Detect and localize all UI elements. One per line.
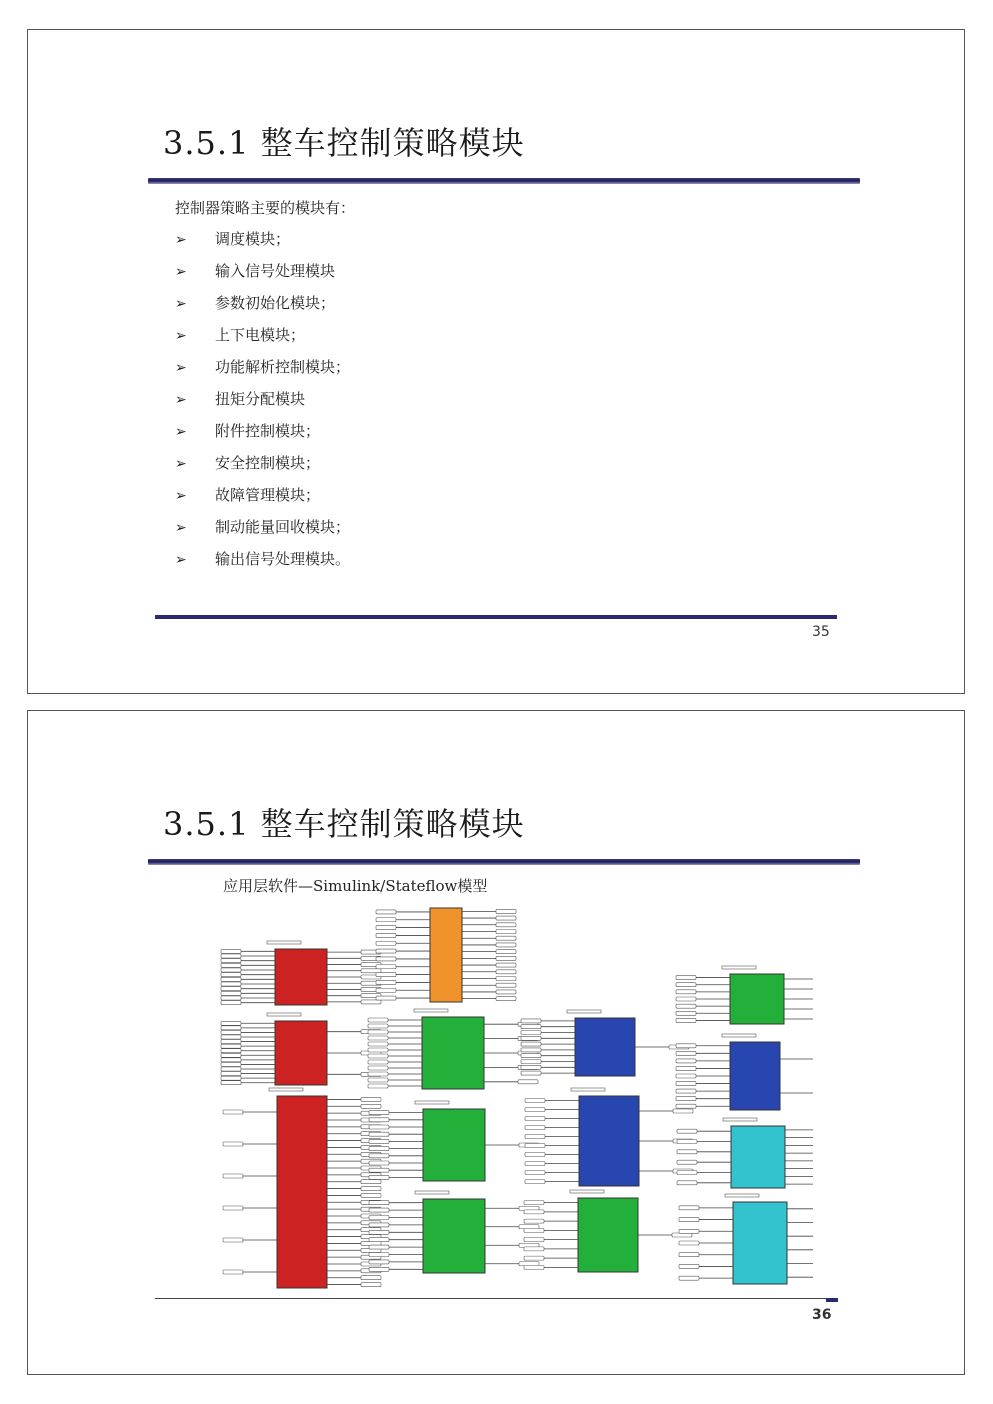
orange-block-output-port-tag	[496, 943, 516, 947]
cyan-block-2-input-port-tag	[679, 1253, 699, 1257]
green-block-2-input-port-tag	[369, 1175, 389, 1179]
red-block-2-input-port-tag	[221, 1058, 241, 1062]
cyan-block-2	[733, 1202, 787, 1284]
orange-block-output-port-tag	[496, 923, 516, 927]
orange-block-output-port-tag	[496, 909, 516, 913]
cyan-block-2-input-port-tag	[679, 1229, 699, 1233]
blue-block-2-input-port-tag	[525, 1171, 545, 1175]
list-item-text: 输入信号处理模块	[215, 262, 336, 280]
arrow-bullet-icon: ➢	[175, 296, 187, 312]
blue-block-3-input-port-tag	[676, 1097, 696, 1101]
green-block-4-input-port-tag	[524, 1256, 544, 1260]
blue-block-3-input-port-tag	[676, 1074, 696, 1078]
list-item	[175, 358, 350, 390]
footer-divider	[155, 1298, 835, 1299]
red-block-2-input-port-tag	[221, 1067, 241, 1071]
green-block-3-input-port-tag	[369, 1238, 389, 1242]
arrow-bullet-icon: ➢	[175, 360, 187, 376]
blue-block-2-input-port-tag	[525, 1144, 545, 1148]
green-block-1-input-port-tag	[368, 1084, 388, 1088]
blue-block-3-input-port-tag	[676, 1044, 696, 1048]
red-block-2-input-port-tag	[221, 1040, 241, 1044]
orange-block-output-port-tag	[496, 990, 516, 994]
green-block-1-input-port-tag	[368, 1048, 388, 1052]
page-number: 35	[812, 624, 830, 640]
green-block-3	[423, 1199, 485, 1273]
arrow-bullet-icon: ➢	[175, 328, 187, 344]
green-block-5-input-port-tag	[676, 990, 696, 994]
green-block-3-input-port-tag	[369, 1260, 389, 1264]
module-list	[175, 230, 350, 582]
blue-block-1	[575, 1018, 635, 1076]
arrow-bullet-icon: ➢	[175, 552, 187, 568]
red-block-1-output-port-tag	[361, 1000, 381, 1004]
slide-subtitle: 应用层软件—Simulink/Stateflow模型	[223, 877, 488, 895]
arrow-bullet-icon: ➢	[175, 392, 187, 408]
red-block-1-input-port-tag	[221, 954, 241, 958]
red-block-2-name-tag	[267, 1013, 301, 1016]
list-item	[175, 422, 350, 454]
cyan-block-1-input-port-tag	[677, 1150, 697, 1154]
red-block-3-name-tag	[269, 1088, 303, 1091]
blue-block-2-input-port-tag	[525, 1117, 545, 1121]
list-item	[175, 550, 350, 582]
green-block-3-input-port-tag	[369, 1216, 389, 1220]
orange-block-input-port-tag	[376, 965, 396, 969]
list-item-text: 故障管理模块；	[215, 486, 321, 504]
blue-block-2-name-tag	[571, 1088, 605, 1091]
green-block-2	[423, 1109, 485, 1181]
red-block-2-input-port-tag	[221, 1035, 241, 1039]
cyan-block-2-input-port-tag	[679, 1264, 699, 1268]
arrow-bullet-icon: ➢	[175, 424, 187, 440]
red-block-3-input-port-tag	[223, 1142, 243, 1146]
orange-block-output-port-tag	[496, 950, 516, 954]
footer-divider	[155, 615, 837, 619]
red-block-2-input-port-tag	[221, 1026, 241, 1030]
green-block-2-input-port-tag	[369, 1118, 389, 1122]
green-block-2-input-port-tag	[369, 1161, 389, 1165]
slide-title: 3.5.1 整车控制策略模块	[163, 805, 525, 843]
orange-block-input-port-tag	[376, 933, 396, 937]
cyan-block-2-input-port-tag	[679, 1206, 699, 1210]
blue-block-3-input-port-tag	[676, 1051, 696, 1055]
green-block-4-input-port-tag	[524, 1238, 544, 1242]
page-number: 36	[812, 1307, 832, 1323]
green-block-1-input-port-tag	[368, 1036, 388, 1040]
red-block-3-output-port-tag	[361, 1187, 381, 1191]
cyan-block-1-input-port-tag	[677, 1140, 697, 1144]
red-block-1-output-port-tag	[361, 969, 381, 973]
red-block-3-input-port-tag	[223, 1238, 243, 1242]
green-block-2-input-port-tag	[369, 1154, 389, 1158]
green-block-2-input-port-tag	[369, 1125, 389, 1129]
orange-block-output-port-tag	[496, 970, 516, 974]
slide-36	[27, 710, 965, 1375]
red-block-1-input-port-tag	[221, 991, 241, 995]
blue-block-1-input-port-tag	[521, 1042, 541, 1046]
cyan-block-1-input-port-tag	[677, 1160, 697, 1164]
blue-block-3-input-port-tag	[676, 1089, 696, 1093]
list-item-text: 功能解析控制模块；	[215, 358, 351, 376]
cyan-block-1	[731, 1126, 785, 1188]
orange-block-input-port-tag	[376, 957, 396, 961]
cyan-block-1-input-port-tag	[677, 1171, 697, 1175]
red-block-2-input-port-tag	[221, 1053, 241, 1057]
orange-block-input-port-tag	[376, 973, 396, 977]
blue-block-3-input-port-tag	[676, 1104, 696, 1108]
green-block-4-name-tag	[570, 1190, 604, 1193]
red-block-1-input-port-tag	[221, 987, 241, 991]
slide-35	[27, 29, 965, 694]
list-item-text: 扭矩分配模块	[215, 390, 306, 408]
red-block-2-input-port-tag	[221, 1049, 241, 1053]
red-block-3-output-port-tag	[361, 1193, 381, 1197]
green-block-1-input-port-tag	[368, 1072, 388, 1076]
red-block-3-output-port-tag	[361, 1276, 381, 1280]
arrow-bullet-icon: ➢	[175, 488, 187, 504]
blue-block-1-input-port-tag	[521, 1054, 541, 1058]
red-block-3-input-port-tag	[223, 1174, 243, 1178]
green-block-2-input-port-tag	[369, 1111, 389, 1115]
orange-block-input-port-tag	[376, 996, 396, 1000]
red-block-2-input-port-tag	[221, 1076, 241, 1080]
slide-title: 3.5.1 整车控制策略模块	[163, 124, 525, 162]
blue-block-2-input-port-tag	[525, 1126, 545, 1130]
orange-block-output-port-tag	[496, 936, 516, 940]
green-block-3-input-port-tag	[369, 1201, 389, 1205]
green-block-1-input-port-tag	[368, 1066, 388, 1070]
green-block-1-input-port-tag	[368, 1054, 388, 1058]
red-block-2-input-port-tag	[221, 1081, 241, 1085]
intro-text: 控制器策略主要的模块有：	[175, 199, 356, 217]
red-block-1-input-port-tag	[221, 963, 241, 967]
green-block-5-input-port-tag	[676, 1004, 696, 1008]
list-item-text: 附件控制模块；	[215, 422, 321, 440]
red-block-1-input-port-tag	[221, 959, 241, 963]
footer-accent	[826, 1298, 838, 1302]
green-block-4-input-port-tag	[524, 1265, 544, 1269]
orange-block-input-port-tag	[376, 910, 396, 914]
cyan-block-2-input-port-tag	[679, 1276, 699, 1280]
green-block-4-input-port-tag	[524, 1201, 544, 1205]
red-block-1-input-port-tag	[221, 968, 241, 972]
cyan-block-1-name-tag	[723, 1118, 757, 1121]
cyan-block-1-input-port-tag	[677, 1181, 697, 1185]
green-block-3-input-port-tag	[369, 1267, 389, 1271]
list-item	[175, 230, 350, 262]
blue-block-1-name-tag	[567, 1010, 601, 1013]
green-block-1-input-port-tag	[368, 1024, 388, 1028]
green-block-1-input-port-tag	[368, 1018, 388, 1022]
blue-block-1-input-port-tag	[521, 1048, 541, 1052]
blue-block-3-input-port-tag	[676, 1066, 696, 1070]
green-block-4-input-port-tag	[524, 1247, 544, 1251]
orange-block-input-port-tag	[376, 988, 396, 992]
red-block-2-input-port-tag	[221, 1072, 241, 1076]
orange-block-input-port-tag	[376, 918, 396, 922]
red-block-2-input-port-tag	[221, 1030, 241, 1034]
green-block-4	[578, 1198, 638, 1272]
green-block-3-input-port-tag	[369, 1223, 389, 1227]
orange-block-output-port-tag	[496, 977, 516, 981]
blue-block-3-input-port-tag	[676, 1082, 696, 1086]
green-block-1-input-port-tag	[368, 1030, 388, 1034]
red-block-3-input-port-tag	[223, 1110, 243, 1114]
arrow-bullet-icon: ➢	[175, 232, 187, 248]
list-item	[175, 518, 350, 550]
green-block-2-input-port-tag	[369, 1139, 389, 1143]
red-block-3-output-port-tag	[361, 1283, 381, 1287]
red-block-3-output-port-tag	[361, 1097, 381, 1101]
orange-block-output-port-tag	[496, 963, 516, 967]
blue-block-2-input-port-tag	[525, 1162, 545, 1166]
orange-block-output-port-tag	[496, 930, 516, 934]
simulink-model-diagram	[173, 906, 813, 1296]
red-block-1-input-port-tag	[221, 949, 241, 953]
arrow-bullet-icon: ➢	[175, 456, 187, 472]
green-block-5-input-port-tag	[676, 1011, 696, 1015]
blue-block-3-name-tag	[722, 1034, 756, 1037]
green-block-2-input-port-tag	[369, 1132, 389, 1136]
list-item	[175, 486, 350, 518]
list-item	[175, 262, 350, 294]
green-block-1-output-port-tag	[518, 1080, 538, 1084]
green-block-1-name-tag	[414, 1009, 448, 1012]
red-block-2-input-port-tag	[221, 1021, 241, 1025]
blue-block-2	[579, 1096, 639, 1186]
orange-block-input-port-tag	[376, 980, 396, 984]
orange-block-output-port-tag	[496, 983, 516, 987]
arrow-bullet-icon: ➢	[175, 264, 187, 280]
green-block-2-name-tag	[415, 1101, 449, 1104]
list-item	[175, 326, 350, 358]
red-block-1-input-port-tag	[221, 996, 241, 1000]
red-block-1-input-port-tag	[221, 982, 241, 986]
red-block-3	[277, 1096, 327, 1288]
cyan-block-2-name-tag	[725, 1194, 759, 1197]
red-block-1-input-port-tag	[221, 973, 241, 977]
green-block-4-input-port-tag	[524, 1219, 544, 1223]
list-item-text: 制动能量回收模块；	[215, 518, 351, 536]
orange-block-output-port-tag	[496, 997, 516, 1001]
cyan-block-2-input-port-tag	[679, 1218, 699, 1222]
blue-block-1-input-port-tag	[521, 1071, 541, 1075]
green-block-2-input-port-tag	[369, 1168, 389, 1172]
list-item-text: 调度模块；	[215, 230, 291, 248]
list-item	[175, 294, 350, 326]
red-block-2	[275, 1021, 327, 1085]
red-block-1	[275, 949, 327, 1005]
blue-block-2-input-port-tag	[525, 1108, 545, 1112]
green-block-1	[422, 1017, 484, 1089]
list-item-text: 输出信号处理模块。	[215, 550, 351, 568]
blue-block-1-input-port-tag	[521, 1025, 541, 1029]
red-block-3-output-port-tag	[361, 1180, 381, 1184]
list-item-text: 安全控制模块；	[215, 454, 321, 472]
green-block-5-input-port-tag	[676, 976, 696, 980]
blue-block-2-input-port-tag	[525, 1153, 545, 1157]
blue-block-1-input-port-tag	[521, 1019, 541, 1023]
green-block-5-input-port-tag	[676, 983, 696, 987]
list-item-text: 参数初始化模块；	[215, 294, 336, 312]
green-block-2-input-port-tag	[369, 1147, 389, 1151]
red-block-3-input-port-tag	[223, 1206, 243, 1210]
arrow-bullet-icon: ➢	[175, 520, 187, 536]
blue-block-3-input-port-tag	[676, 1059, 696, 1063]
green-block-1-input-port-tag	[368, 1042, 388, 1046]
title-divider	[148, 859, 860, 865]
list-item	[175, 390, 350, 422]
cyan-block-2-input-port-tag	[679, 1241, 699, 1245]
blue-block-2-input-port-tag	[525, 1135, 545, 1139]
orange-block-output-port-tag	[496, 956, 516, 960]
blue-block-2-input-port-tag	[525, 1099, 545, 1103]
blue-block-1-input-port-tag	[521, 1060, 541, 1064]
green-block-3-input-port-tag	[369, 1230, 389, 1234]
orange-block	[430, 908, 462, 1002]
blue-block-2-output-port-tag	[673, 1109, 693, 1113]
red-block-3-input-port-tag	[223, 1270, 243, 1274]
green-block-5	[730, 974, 784, 1024]
green-block-3-input-port-tag	[369, 1208, 389, 1212]
red-block-1-input-port-tag	[221, 977, 241, 981]
blue-block-1-input-port-tag	[521, 1036, 541, 1040]
green-block-3-input-port-tag	[369, 1253, 389, 1257]
green-block-5-input-port-tag	[676, 997, 696, 1001]
orange-block-input-port-tag	[376, 949, 396, 953]
cyan-block-1-input-port-tag	[677, 1129, 697, 1133]
green-block-4-input-port-tag	[524, 1228, 544, 1232]
list-item	[175, 454, 350, 486]
green-block-4-output-port-tag	[672, 1233, 692, 1237]
list-item-text: 上下电模块；	[215, 326, 306, 344]
red-block-2-input-port-tag	[221, 1044, 241, 1048]
orange-block-input-port-tag	[376, 926, 396, 930]
green-block-1-input-port-tag	[368, 1060, 388, 1064]
red-block-1-name-tag	[267, 941, 301, 944]
red-block-1-input-port-tag	[221, 1001, 241, 1005]
blue-block-1-input-port-tag	[521, 1065, 541, 1069]
blue-block-1-input-port-tag	[521, 1031, 541, 1035]
red-block-3-output-port-tag	[361, 1104, 381, 1108]
green-block-1-input-port-tag	[368, 1078, 388, 1082]
blue-block-3	[730, 1042, 780, 1110]
title-divider	[148, 178, 860, 184]
green-block-5-name-tag	[722, 966, 756, 969]
green-block-3-name-tag	[415, 1191, 449, 1194]
red-block-2-input-port-tag	[221, 1062, 241, 1066]
green-block-4-input-port-tag	[524, 1210, 544, 1214]
green-block-5-input-port-tag	[676, 1018, 696, 1022]
orange-block-input-port-tag	[376, 941, 396, 945]
orange-block-output-port-tag	[496, 916, 516, 920]
green-block-3-input-port-tag	[369, 1245, 389, 1249]
blue-block-2-input-port-tag	[525, 1180, 545, 1184]
